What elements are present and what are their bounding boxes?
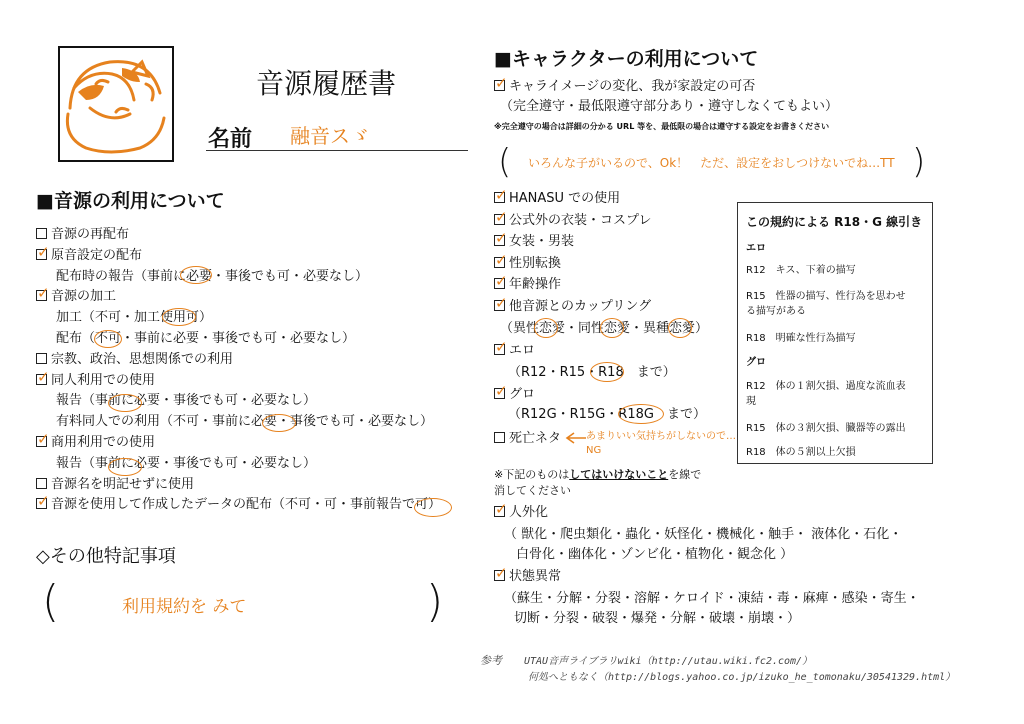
rating-guro-2: 現 — [746, 396, 756, 407]
other-section-heading: ◇その他特記事項 — [36, 546, 176, 567]
character-item — [494, 276, 561, 294]
portrait-sketch-icon — [60, 48, 172, 160]
right-paren: ) — [912, 142, 926, 182]
name-value: 融音スゞ — [290, 124, 370, 148]
usage-item — [36, 226, 129, 244]
character-item-label: 女装・男装 — [509, 234, 575, 250]
state-options-1: （蘇生・分解・分裂・溶解・ケロイド・凍結・毒・麻痺・感染・寄生・ — [504, 591, 920, 606]
checkbox[interactable] — [494, 506, 505, 517]
image-change-item: ✓キャライメージの変化、我が家設定の可否 — [494, 78, 755, 96]
usage-item-label: 報告（事前に必要・事後でも可・必要なし） — [56, 455, 317, 471]
usage-item — [36, 351, 233, 369]
usage-item-label: 原音設定の配布 — [51, 247, 143, 263]
character-item — [494, 212, 651, 230]
ero-options: （R12・R15・R18 まで） — [508, 365, 676, 380]
left-paren: ( — [42, 576, 60, 627]
checkbox[interactable] — [494, 257, 505, 268]
arrow-icon — [564, 432, 588, 444]
usage-item-label: 商用利用での使用 — [51, 435, 156, 450]
usage-item — [36, 288, 116, 306]
usage-item-label: 配布（不可・事前に必要・事後でも可・必要なし） — [56, 331, 356, 346]
character-section-heading: ■キャラクターの利用について — [494, 48, 759, 70]
usage-item-label: 音源の再配布 — [51, 227, 130, 242]
checkbox[interactable] — [36, 498, 47, 509]
usage-item-label: 報告（事前に必要・事後でも可・必要なし） — [56, 393, 317, 409]
image-note: ※完全遵守の場合は詳細の分かる URL 等を、最低限の場合は遵守する設定をお書きください — [494, 122, 830, 131]
death-note: あまりいい気持ちがしないので…NG — [586, 431, 736, 456]
usage-item — [36, 476, 194, 494]
selection-circle — [180, 266, 212, 284]
usage-item — [36, 247, 142, 265]
selection-circle — [534, 318, 558, 338]
reference-line-1: UTAU音声ライブラリwiki（http://utau.wiki.fc2.com/） — [524, 656, 813, 667]
usage-item-label: 加工（不可・加工使用可） — [56, 310, 213, 326]
checkbox[interactable] — [494, 388, 505, 399]
usage-item — [56, 413, 433, 431]
coupling-options: （異性恋愛・同性恋愛・異種恋愛） — [500, 321, 709, 336]
character-item-label: 年齢操作 — [509, 277, 562, 293]
character-item — [494, 255, 561, 273]
selection-circle — [262, 414, 296, 432]
usage-item — [56, 392, 316, 410]
rating-ero-1: R12 キス、下着の描写 — [746, 265, 856, 276]
reference-line-2: 何処へともなく（http://blogs.yahoo.co.jp/izuko_he_tomonaku/30541329.html） — [528, 672, 956, 683]
character-item-label: 公式外の衣装・コスプレ — [509, 212, 652, 228]
usage-item — [56, 455, 316, 473]
rating-box-title: この規約による R18・G 線引き — [746, 215, 923, 229]
usage-item — [36, 372, 155, 390]
character-item — [494, 298, 651, 316]
usage-section-heading: ■音源の利用について — [36, 190, 225, 212]
nonhuman-item: ✓人外化 — [494, 504, 548, 522]
rating-ero-2: R15 性器の描写、性行為を思わせ — [746, 291, 906, 302]
usage-item-label: 同人利用での使用 — [51, 372, 156, 388]
rating-ero-4: R18 明確な性行為描写 — [746, 333, 856, 344]
nonhuman-options-2: 白骨化・幽体化・ゾンビ化・植物化・観念化 ） — [516, 547, 794, 562]
checkbox[interactable] — [36, 374, 47, 385]
checkbox[interactable] — [36, 478, 47, 489]
rating-guro-3: R15 体の３割欠損、臓器等の露出 — [746, 423, 906, 434]
strike-note: ※下記のものはしてはいけないことを線で — [494, 468, 702, 481]
ero-item: ✓エロ — [494, 342, 535, 360]
usage-item — [56, 268, 368, 286]
character-item-label: HANASU での使用 — [509, 191, 621, 206]
rating-guro-1: R12 体の１割欠損、過度な流血表 — [746, 381, 906, 392]
checkbox[interactable] — [494, 235, 505, 246]
checkbox[interactable] — [494, 432, 505, 443]
checkbox[interactable] — [494, 344, 505, 355]
rating-ero-heading: エロ — [746, 243, 766, 254]
guro-options: （R12G・R15G・R18G まで） — [508, 407, 706, 422]
usage-item — [36, 434, 155, 452]
checkbox[interactable] — [494, 214, 505, 225]
image-handwritten-note: いろんな子がいるので、Ok！ ただ、設定をおしつけないでね…TT — [528, 156, 895, 170]
right-paren: ) — [426, 576, 444, 627]
usage-item-label: 有料同人での利用（不可・事前に必要・事後でも可・必要なし） — [56, 414, 434, 430]
rating-guro-4: R18 体の５割以上欠損 — [746, 447, 856, 458]
usage-item-label: 音源を使用して作成したデータの配布（不可・可・事前報告で可） — [51, 497, 442, 513]
selection-circle — [414, 498, 452, 517]
selection-circle — [94, 330, 122, 348]
character-item — [494, 190, 620, 208]
checkbox[interactable] — [494, 192, 505, 203]
checkbox[interactable] — [36, 290, 47, 301]
name-label: 名前 — [208, 126, 253, 152]
checkbox[interactable] — [494, 80, 505, 91]
character-portrait — [58, 46, 174, 162]
checkbox[interactable] — [494, 300, 505, 311]
selection-circle — [108, 394, 142, 412]
checkbox[interactable] — [494, 570, 505, 581]
image-change-options: （完全遵守・最低限遵守部分あり・遵守しなくてもよい） — [500, 99, 839, 114]
guro-item: ✓グロ — [494, 386, 535, 404]
reference-label: 参考 — [480, 654, 502, 667]
state-item: ✓状態異常 — [494, 568, 561, 586]
rating-guro-heading: グロ — [746, 357, 766, 368]
selection-circle — [162, 308, 196, 326]
usage-item-label: 宗教、政治、思想関係での利用 — [51, 351, 234, 367]
usage-item — [36, 496, 441, 514]
name-underline — [206, 150, 468, 151]
nonhuman-options-1: （ 獣化・爬虫類化・蟲化・妖怪化・機械化・触手・ 液体化・石化・ — [504, 527, 903, 542]
checkbox[interactable] — [36, 353, 47, 364]
page-title: 音源履歴書 — [256, 67, 397, 100]
checkbox[interactable] — [36, 228, 47, 239]
state-options-2: 切断・分裂・破裂・爆発・分解・破壊・崩壊・） — [514, 611, 801, 626]
death-item: 死亡ネタ — [494, 430, 561, 448]
other-note: 利用規約を みて — [122, 597, 247, 617]
checkbox[interactable] — [36, 436, 47, 447]
strike-note-2: 消してください — [494, 484, 571, 497]
left-paren: ( — [498, 142, 512, 182]
rating-ero-3: る描写がある — [746, 306, 806, 317]
selection-circle — [108, 458, 142, 476]
character-item — [494, 233, 574, 251]
character-item-label: 他音源とのカップリング — [509, 299, 652, 314]
selection-circle — [590, 362, 624, 382]
selection-circle — [668, 318, 692, 338]
checkbox[interactable] — [494, 278, 505, 289]
character-item-label: 性別転換 — [509, 255, 562, 271]
selection-circle — [618, 404, 664, 424]
usage-item-label: 配布時の報告（事前に必要・事後でも可・必要なし） — [56, 268, 369, 284]
selection-circle — [600, 318, 624, 338]
usage-item-label: 音源の加工 — [51, 289, 117, 305]
rating-box — [737, 202, 933, 464]
usage-item-label: 音源名を明記せずに使用 — [51, 476, 195, 492]
checkbox[interactable] — [36, 249, 47, 260]
